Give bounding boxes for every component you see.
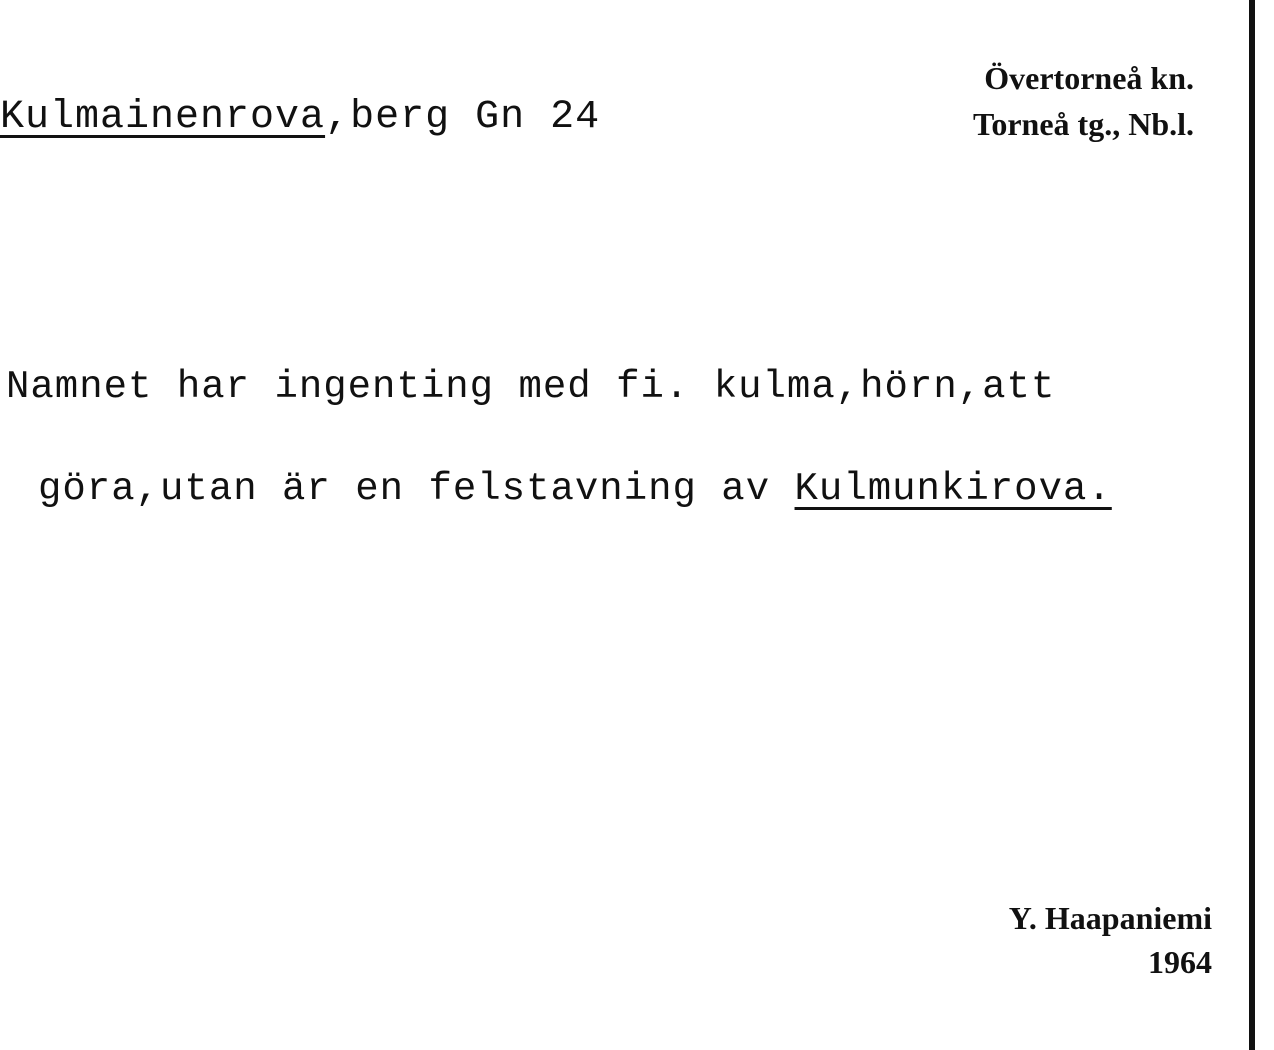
parish-label: Övertorneå kn. <box>984 60 1194 96</box>
reference-name: Kulmunkirova. <box>794 467 1112 511</box>
district-label: Torneå tg., Nb.l. <box>972 106 1194 142</box>
body-text-line-2 <box>38 467 1112 511</box>
body-text-line-1: Namnet har ingenting med fi. kulma,hörn,att <box>6 365 1056 409</box>
headword-line <box>0 95 601 140</box>
body-text-line-2-start: göra,utan är en felstavning av <box>38 467 795 511</box>
headword-suffix: ,berg Gn 24 <box>325 95 601 140</box>
headword: Kulmainenrova <box>0 95 326 140</box>
card-edge-line <box>1249 0 1255 1050</box>
author-name: Y. Haapaniemi <box>1008 900 1212 936</box>
year: 1964 <box>1148 944 1212 980</box>
